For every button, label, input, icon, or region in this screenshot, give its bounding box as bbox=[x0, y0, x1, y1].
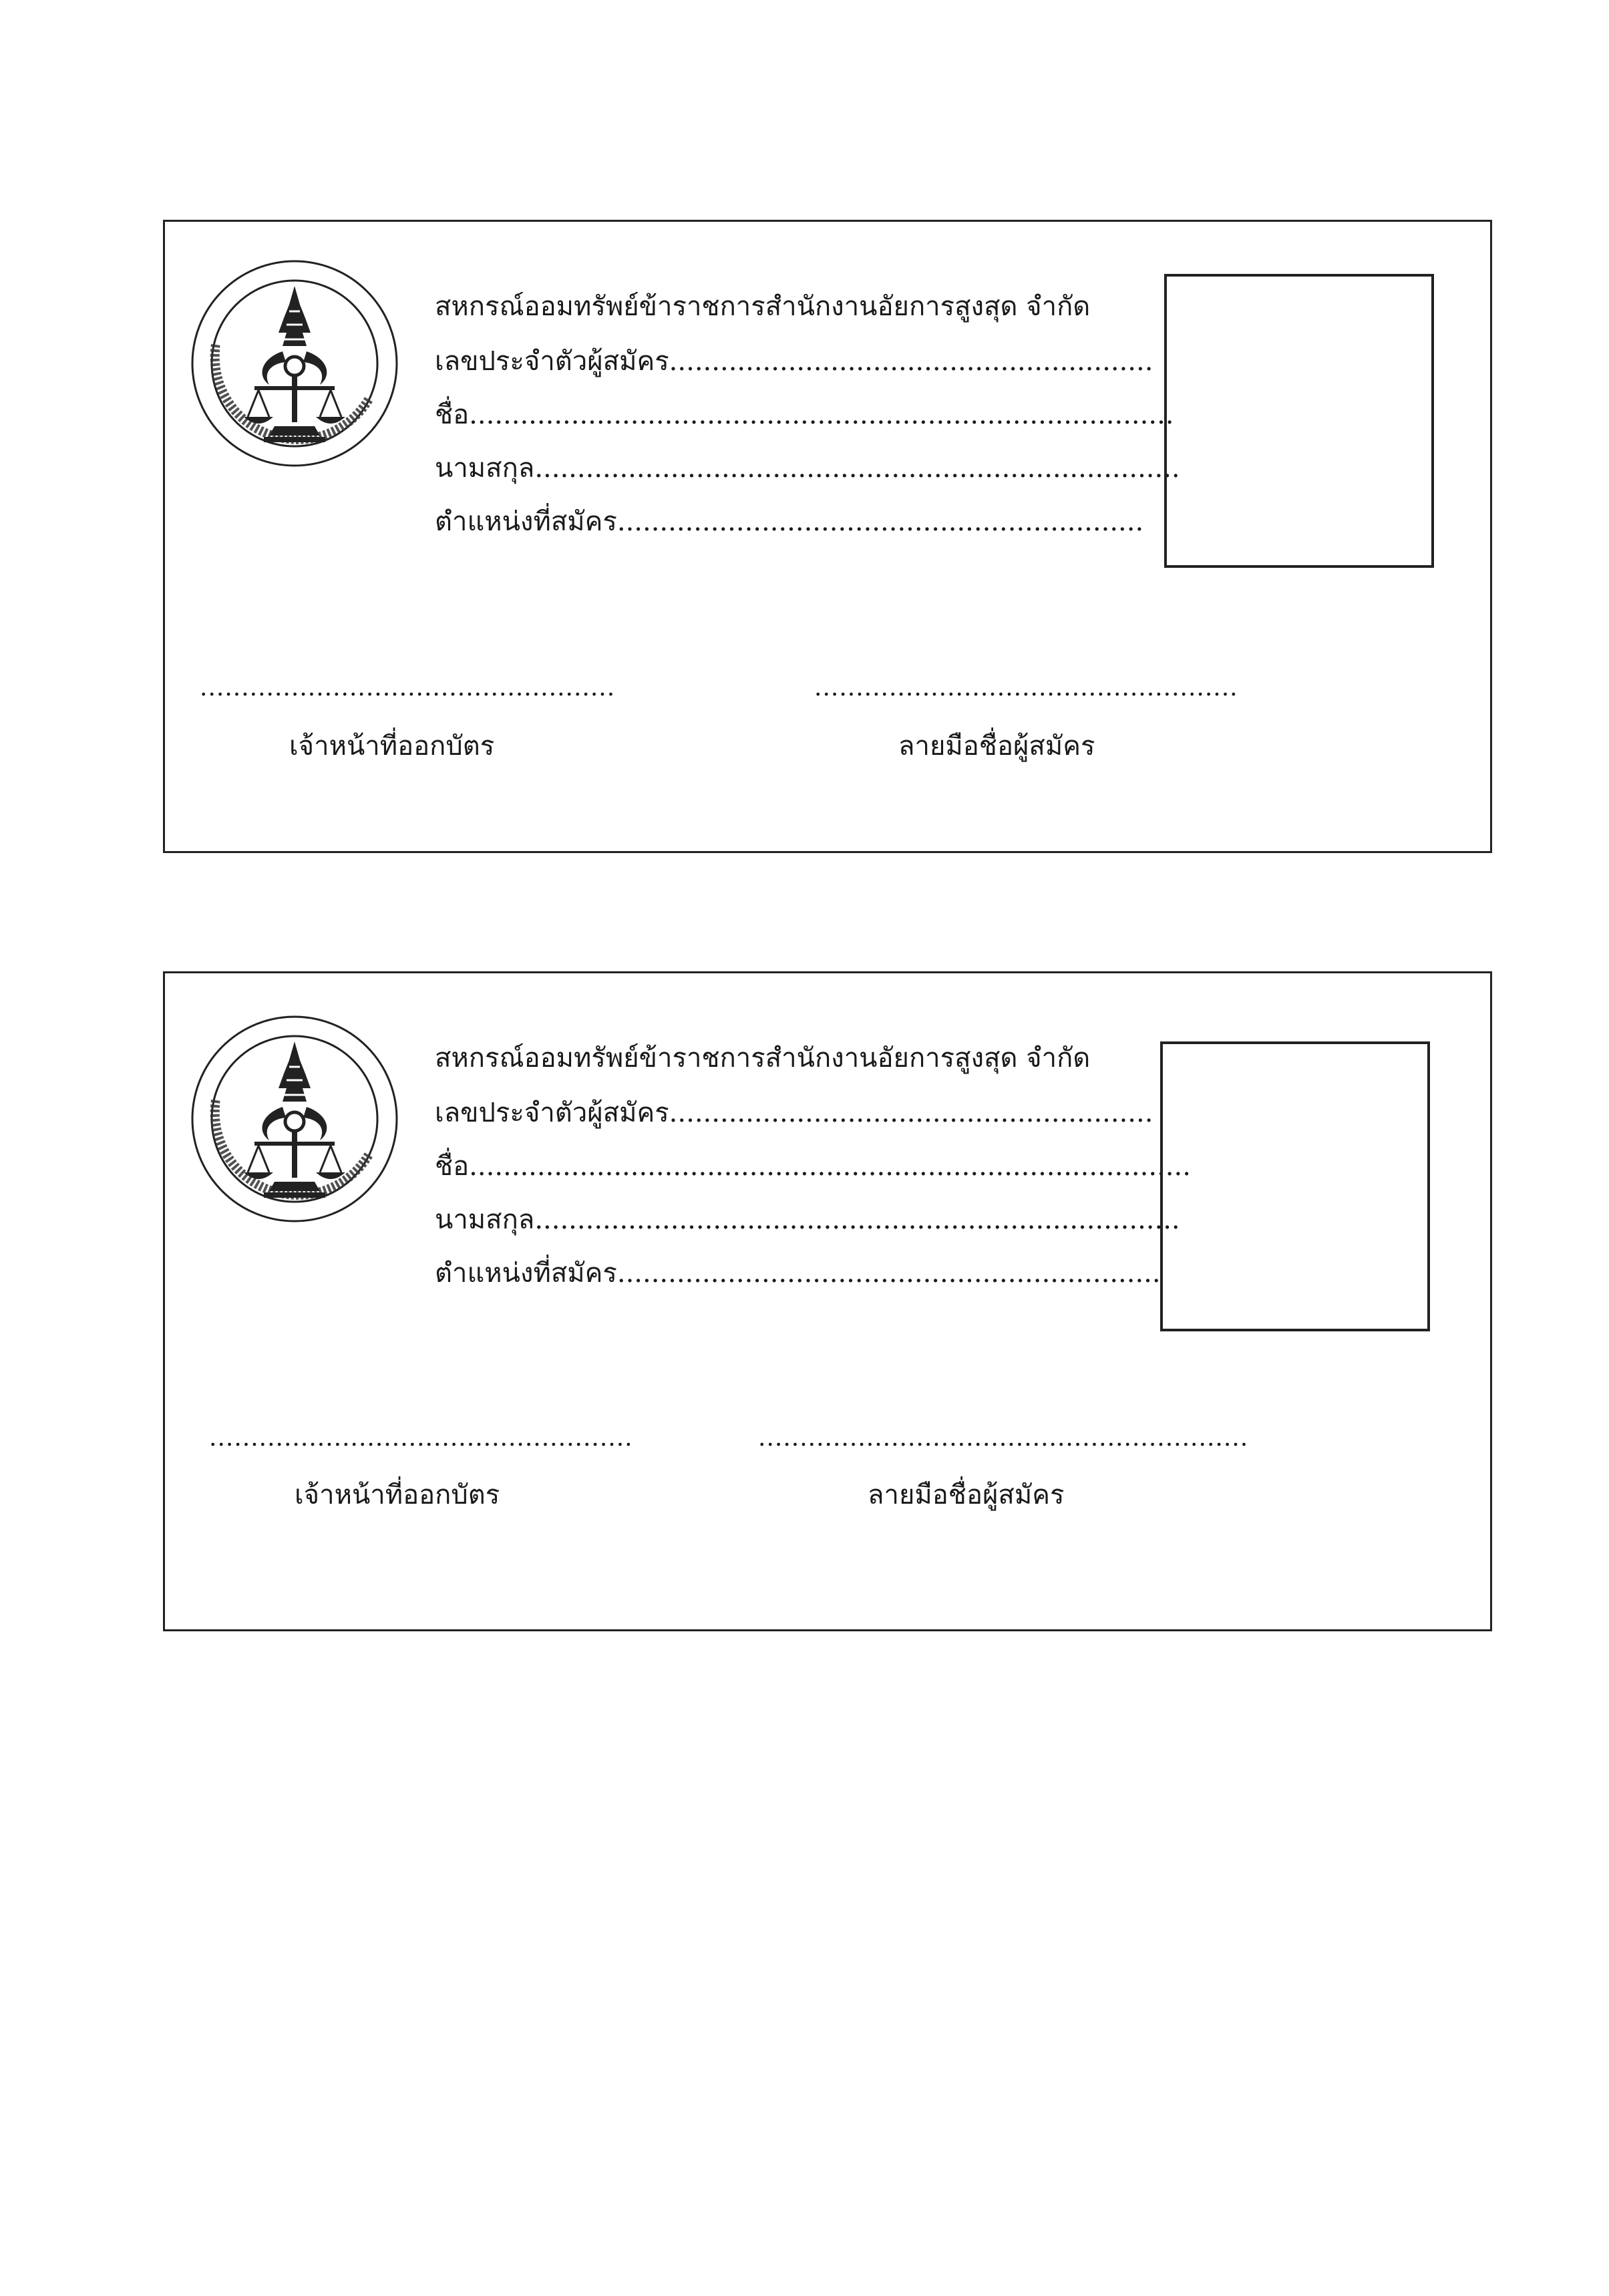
member-card-2 bbox=[163, 971, 1492, 1631]
position-field: ตำแหน่งที่สมัคร................................................................ bbox=[435, 1258, 1161, 1289]
organization-name: สหกรณ์ออมทรัพย์ข้าราชการสำนักงานอัยการสูงสุด จำกัด bbox=[435, 1043, 1091, 1074]
cooperative-seal-icon bbox=[189, 1013, 400, 1224]
officer-signature-label: เจ้าหน้าที่ออกบัตร bbox=[295, 1480, 500, 1510]
applicant-signature-label: ลายมือชื่อผู้สมัคร bbox=[868, 1480, 1065, 1510]
officer-signature-line: .................................................. bbox=[200, 674, 616, 701]
position-field: ตำแหน่งที่สมัคร.............................................................. bbox=[435, 506, 1144, 537]
photo-placeholder bbox=[1164, 274, 1434, 568]
cooperative-seal-icon bbox=[189, 258, 400, 469]
member-card-1 bbox=[163, 220, 1492, 853]
officer-signature-line: ................................................... bbox=[209, 1424, 633, 1452]
member-id-field: เลขประจำตัวผู้สมัคร......................................................... bbox=[435, 1098, 1153, 1128]
first-name-field: ชื่อ................................................................................... bbox=[435, 399, 1174, 430]
surname-field: นามสกุล............................................................................ bbox=[435, 1204, 1180, 1235]
applicant-signature-label: ลายมือชื่อผู้สมัคร bbox=[898, 731, 1095, 762]
surname-field: นามสกุล............................................................................ bbox=[435, 453, 1180, 484]
officer-signature-label: เจ้าหน้าที่ออกบัตร bbox=[289, 731, 495, 762]
applicant-signature-line: ................................................... bbox=[814, 674, 1238, 701]
first-name-field: ชื่อ..................................................................................... bbox=[435, 1151, 1191, 1182]
applicant-signature-line: ........................................................... bbox=[758, 1424, 1249, 1452]
photo-placeholder bbox=[1160, 1041, 1430, 1331]
organization-name: สหกรณ์ออมทรัพย์ข้าราชการสำนักงานอัยการสูงสุด จำกัด bbox=[435, 291, 1091, 322]
member-id-field: เลขประจำตัวผู้สมัคร......................................................... bbox=[435, 346, 1153, 377]
